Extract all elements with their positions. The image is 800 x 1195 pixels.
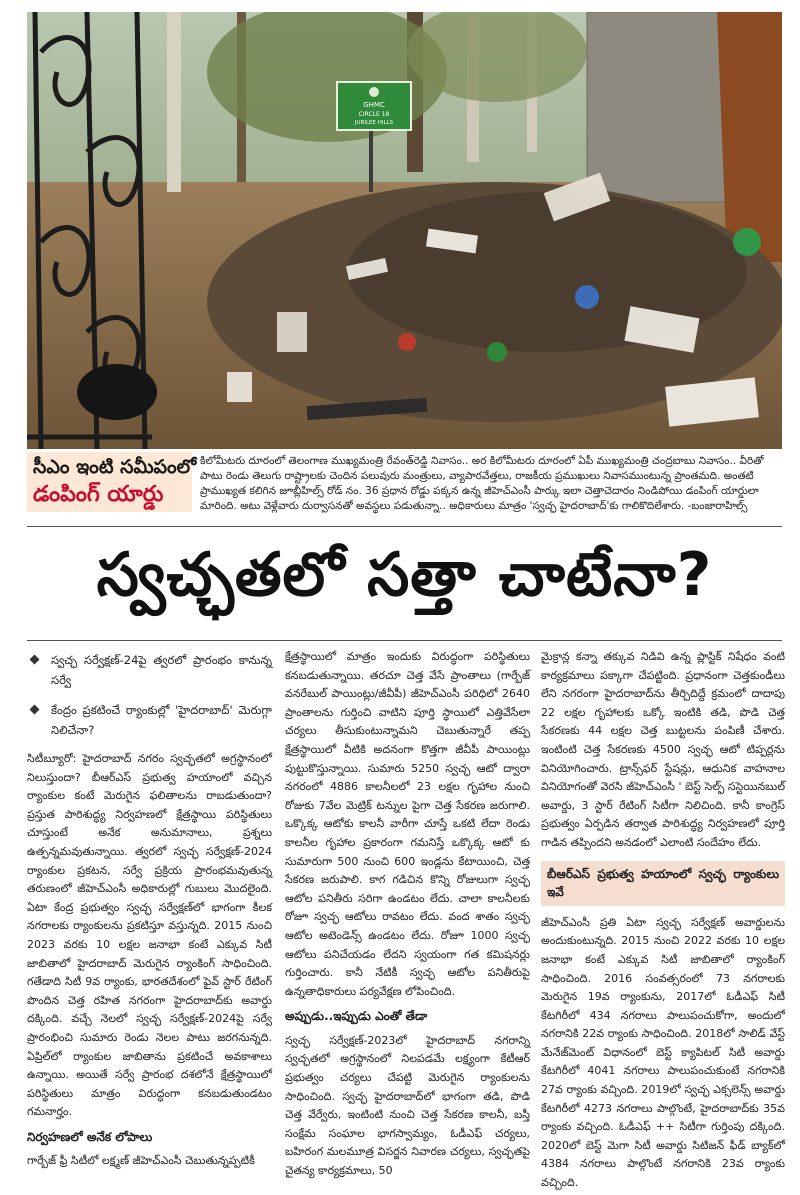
article-paragraph: క్షేత్రస్థాయిలో మాత్రం ఇందుకు విరుద్ధంగా పరిస్థితులు కనబడుతున్నాయి. తరచూ చెత్త వేసే ప్రాంతాలు (గార్బేజ్ వనరేబుల్ పాయింట్లు/జీవీపీ) జీహెచ్ఎంసీ పరిధిలో 2640 ప్రాంతాలను గుర్తించి వాటిని పూర్తి స్థాయిలో ఎత్తివేసేలా చర్యలు తీసుకుంటున్నామని చెబుతున్నారే తప్ప క్షేత్రస్థాయిలో వీటికి అదనంగా కొత్తగా జీవీపీ పాయింట్లు పుట్టుకొస్తున్నాయి. సుమారు 5250 స్వచ్ఛ ఆటో ద్వారా నగరంలో 4886 కాలనీలలో 23 లక్షల గృహాల నుంచి రోజుకు 7వేల మెట్రిక్ టన్నుల పైగా చెత్త సేకరణ జరుగాలి. ఒక్కొక్క ఆటోకు కాలనీ వారీగా చూస్తే ఒకటి లేదా రెండు కాలనీల గృహాల ప్రకారంగా గమనిస్తే ఒక్కొక్క ఆటో కు సుమారుగా 500 నుంచి 600 ఇండ్లను కేటాయించి, చెత్త సేకరణ జరుపాలి. కాగ గడిచిన కొన్ని రోజులుగా స్వచ్ఛ ఆటోల పనితీరు సరిగా ఉండటం లేదు. చాలా కాలనీలకు రోజూ స్వచ్ఛ ఆటోలు రావటం లేదు. వంద శాతం స్వచ్ఛ ఆటోల అటెండెన్స్ ఉండటం లేదు. రోజూ 1000 స్వచ్ఛ ఆటోలు పనిచేయడం లేదని స్వయంగా గత కమిషనర్లు గుర్తించారు. కానీ నేటికీ స్వచ్ఛ ఆటోల పనితీరుపై ఉన్నతాధికారులు పర్యవేక్షణ లోపించింది.: [285, 650, 530, 998]
sign-text-3: JUBILEE HILLS: [354, 120, 394, 126]
article-paragraph: సిటీబ్యూరో: హైదరాబాద్ నగరం స్వచ్ఛతలో అగ్రస్థానంలో నిలుస్తుందా? బీఆర్ఎస్ ప్రభుత్వ హయాంలో వచ్చిన ర్యాంకుల కంటే మెరుగైన ఫలితాలను రాబడుతుందా? ప్రస్తుత పారిశుద్ధ్య నిర్వహణలో క్షేత్రస్థాయి పరిస్థితులు చూస్తుంటే అనేక అనుమానాలు, ప్రశ్నలు ఉత్పన్నమవుతున్నాయి. త్వరలో స్వచ్ఛ సర్వేక్షణ్-2024 ర్యాంకుల ప్రకటన, సర్వే ప్రక్రియ ప్రారంభమవుతున్న తరుణంలో జీహెచ్ఎంసీ అధికారుల్లో గుబులు మొదలైంది. ఏటా కేంద్ర ప్రభుత్వం స్వచ్ఛ సర్వేక్షణ్‌లో భాగంగా కీలక నగరాలకు ర్యాంకులను ప్రకటిస్తూ వస్తున్నది. 2015 నుంచి 2023 వరకు 10 లక్షల జనాభా కంటే ఎక్కువ సిటీ జాబితాలో హైదరాబాద్ మెరుగైన ర్యాంకింగ్ సాధించింది. గతేడాది సిటీ 9వ ర్యాంకు, భారతదేశంలో ఫైవ్ స్టార్ రేటింగ్ పొందిన చెత్త రహిత నగరంగా హైదరాబాద్‌కు అవార్డు దక్కింది. వచ్చే నెలలో స్వచ్ఛ సర్వేక్షణ్-2024పై సర్వే ప్రారంభించి సుమారు రెండు నెలల పాటు జరగనున్నది. ఏప్రిల్‌లో ర్యాంకుల జాబితాను ప్రకటించే అవకాశాలు ఉన్నాయి. అయితే సర్వే ప్రారంభ దశలోనే క్షేత్రస్థాయిలో పరిస్థితులు మాత్రం విరుద్ధంగా కనబడుతుండటం గమనార్హం.: [27, 752, 272, 1119]
park-dumping-photo: [27, 12, 782, 449]
caption-tag: [27, 452, 197, 512]
sign-text-2: CIRCLE 18: [358, 111, 390, 118]
box-heading: బీఆర్ఎస్ ప్రభుత్వ హయాంలో స్వచ్ఛ ర్యాంకులు ఇవే: [541, 861, 785, 906]
subheading: అప్పుడు..ఇప్పుడు ఎంతో తేడా: [285, 1009, 428, 1024]
article-paragraph: స్వచ్ఛ సర్వేక్షణ్-2023లో హైదరాబాద్ నగరాన్ని స్వచ్ఛతలో అగ్రస్థానంలో నిలపడమే లక్ష్యంగా కేటీఆర్ ప్రభుత్వం చర్యలు చేపట్టి మెరుగైన ర్యాంకులను సాధించింది. స్వచ్ఛ హైదరాబాద్‌లో భాగంగా తడి, పొడి చెత్త వేర్వేరు, ఇంటింటి నుంచి చెత్త సేకరణ కాలనీ, బస్తీ సంక్షేమ సంఘాల భాగస్వామ్యం, ఓడీఎఫ్ చర్యలు, బహిరంగ మలమూత్ర విసర్జన నివారణ చర్యలు, స్వచ్ఛతపై చైతన్య కార్యక్రమాలు, 50: [285, 1033, 530, 1178]
divider: [27, 526, 782, 527]
sign-text-1: GHMC: [363, 101, 385, 109]
subheading: నిర్వహణలో అనేక లోపాలు: [27, 1129, 153, 1144]
photo-caption: కిలోమీటరు దూరంలో తెలంగాణ ముఖ్యమంత్రి రేవంత్‌రెడ్డి నివాసం.. అర కిలోమీటరు దూరంలో ఏపీ ముఖ్యమంత్రి చంద్రబాబు నివాసం.. వీరితో పాటు రెండు తెలుగు రాష్ట్రాలకు చెందిన పలువురు మంత్రులు, వ్యాపారవేత్తలు, రాజకీయ ప్రముఖులు నివాసముంటున్న ప్రాంతమది. అంతటి ప్రాముఖ్యత కలిగిన జూబ్లీహిల్స్ రోడ్ నం. 36 ప్రధాన రోడ్డు పక్కన ఉన్న జీహెచ్ఎంసీ పార్కు ఇలా చెత్తాచెదారం నిండిపోయి డంపింగ్ యార్డులా మారింది. అటు వెళ్లేవారు దుర్వాసనతో అవస్థలు పడుతున్నా.. అధికారులు మాత్రం 'స్వచ్ఛ హైదరాబాద్'కు గాలికొదిలేశారు. -బంజారాహిల్స్: [200, 455, 764, 512]
diamond-bullet-icon: [30, 655, 40, 665]
caption-tag-line2: డంపింగ్ యార్డు: [33, 482, 164, 507]
article-column-1: [27, 648, 272, 1173]
article-paragraph: గార్బేజ్ ఫ్రీ సిటీలో లక్ష్మణ్ జీహెచ్ఎంసీ చెబుతున్నప్పటికీ: [27, 1154, 255, 1168]
diamond-bullet-icon: [30, 705, 40, 715]
caption-tag-line1: సీఎం ఇంటి సమీపంలో: [33, 456, 197, 478]
news-photo: [27, 12, 782, 449]
bullet-text: స్వచ్ఛ సర్వేక్షణ్-24పై త్వరలో ప్రారంభం కానున్న సర్వే: [51, 653, 272, 687]
headline: స్వచ్ఛతలో సత్తా చాటేనా?: [96, 540, 713, 610]
divider: [27, 640, 782, 641]
article-paragraph: మైక్రాన్ల కన్నా తక్కువ నిడివి ఉన్న ప్లాస్టిక్ నిషేధం వంటి కార్యక్రమాలు పక్కాగా చేపట్టింది. ప్రధానంగా చెత్తకుండీలు లేని నగరంగా హైదరాబాద్‌ను తీర్చిదిద్దే క్రమంలో దాదాపు 22 లక్షల గృహాలకు ఒక్కో ఇంటికి తడి, పొడి చెత్త సేకరణకు 44 లక్షల చెత్త బుట్టలను పంపిణీ చేశారు. ఇంటింటి చెత్త సేకరణకు 4500 స్వచ్ఛ ఆటో టిప్పర్లను వినియోగించారు. ట్రాన్స్‌ఫర్ స్టేషన్లు, ఆధునిక వాహనాల వినియోగంతో వెరసి జీహెచ్ఎంసీ ' బెస్ట్ సెల్ఫ్ సస్టెయినబుల్ అవార్డు, 3 స్టార్ రేటింగ్ సిటీగా నిలిచింది. కానీ కాంగ్రెస్ ప్రభుత్వం ఏర్పడిన తర్వాత పారిశుద్ధ్య నిర్వహణలో పూర్తి గాడిన తప్పిందని అనడంలో ఎలాంటి సందేహం లేదు.: [541, 650, 785, 849]
bullet-point: [27, 650, 272, 690]
bullet-point: [27, 700, 272, 740]
article-paragraph: జీహెచ్ఎంసీ ప్రతి ఏటా స్వచ్ఛ సర్వేక్షణ్ అవార్డులను అందుకుంటున్నది. 2015 నుంచి 2022 వరకు 10 లక్షల జనాభా కంటే ఎక్కువ సిటీ జాబితాలో ర్యాంకింగ్ సాధించింది. 2016 సంవత్సరంలో 73 నగరాలకు మెరుగైన 19వ ర్యాంకును, 2017లో ఓడీఎఫ్ సిటీ కేటగిరీలో 434 నగరాలు పాలుపంచుకోగా, అందులో నగరానికి 22వ ర్యాంకు సాధించింది. 2018లో సాలిడ్ వేస్ట్ మేనేజ్‌మెంట్ విధానంలో బెస్ట్ క్యాపిటల్ సిటీ అవార్డు కేటగిరీలో 4041 నగరాలు పాలుపంచుకుంటే నగరానికి 27వ ర్యాంకు వచ్చింది. 2019లో స్వచ్ఛ ఎక్సలెన్స్ అవార్డు కేటగిరీలో 4273 నగరాలు పాల్గొంటే, హైదరాబాద్‌కు 35వ ర్యాంకు వచ్చింది. ఓడీఎఫ్ ++ సిటీగా గుర్తింపు దక్కింది. 2020లో బెస్ట్ మెగా సిటీ అవార్డు సిటిజన్ ఫీడ్ బ్యాక్‌లో 4384 నగరాలు పాల్గొంటే నగరానికి 23వ ర్యాంకు వచ్చింది.: [541, 915, 785, 1190]
article-column-3: [541, 648, 785, 1195]
bullet-text: కేంద్రం ప్రకటించే ర్యాంకుల్లో 'హైదరాబాద్' మెరుగ్గా నిలిచేనా?: [51, 703, 272, 737]
article-column-2: [285, 648, 530, 1183]
